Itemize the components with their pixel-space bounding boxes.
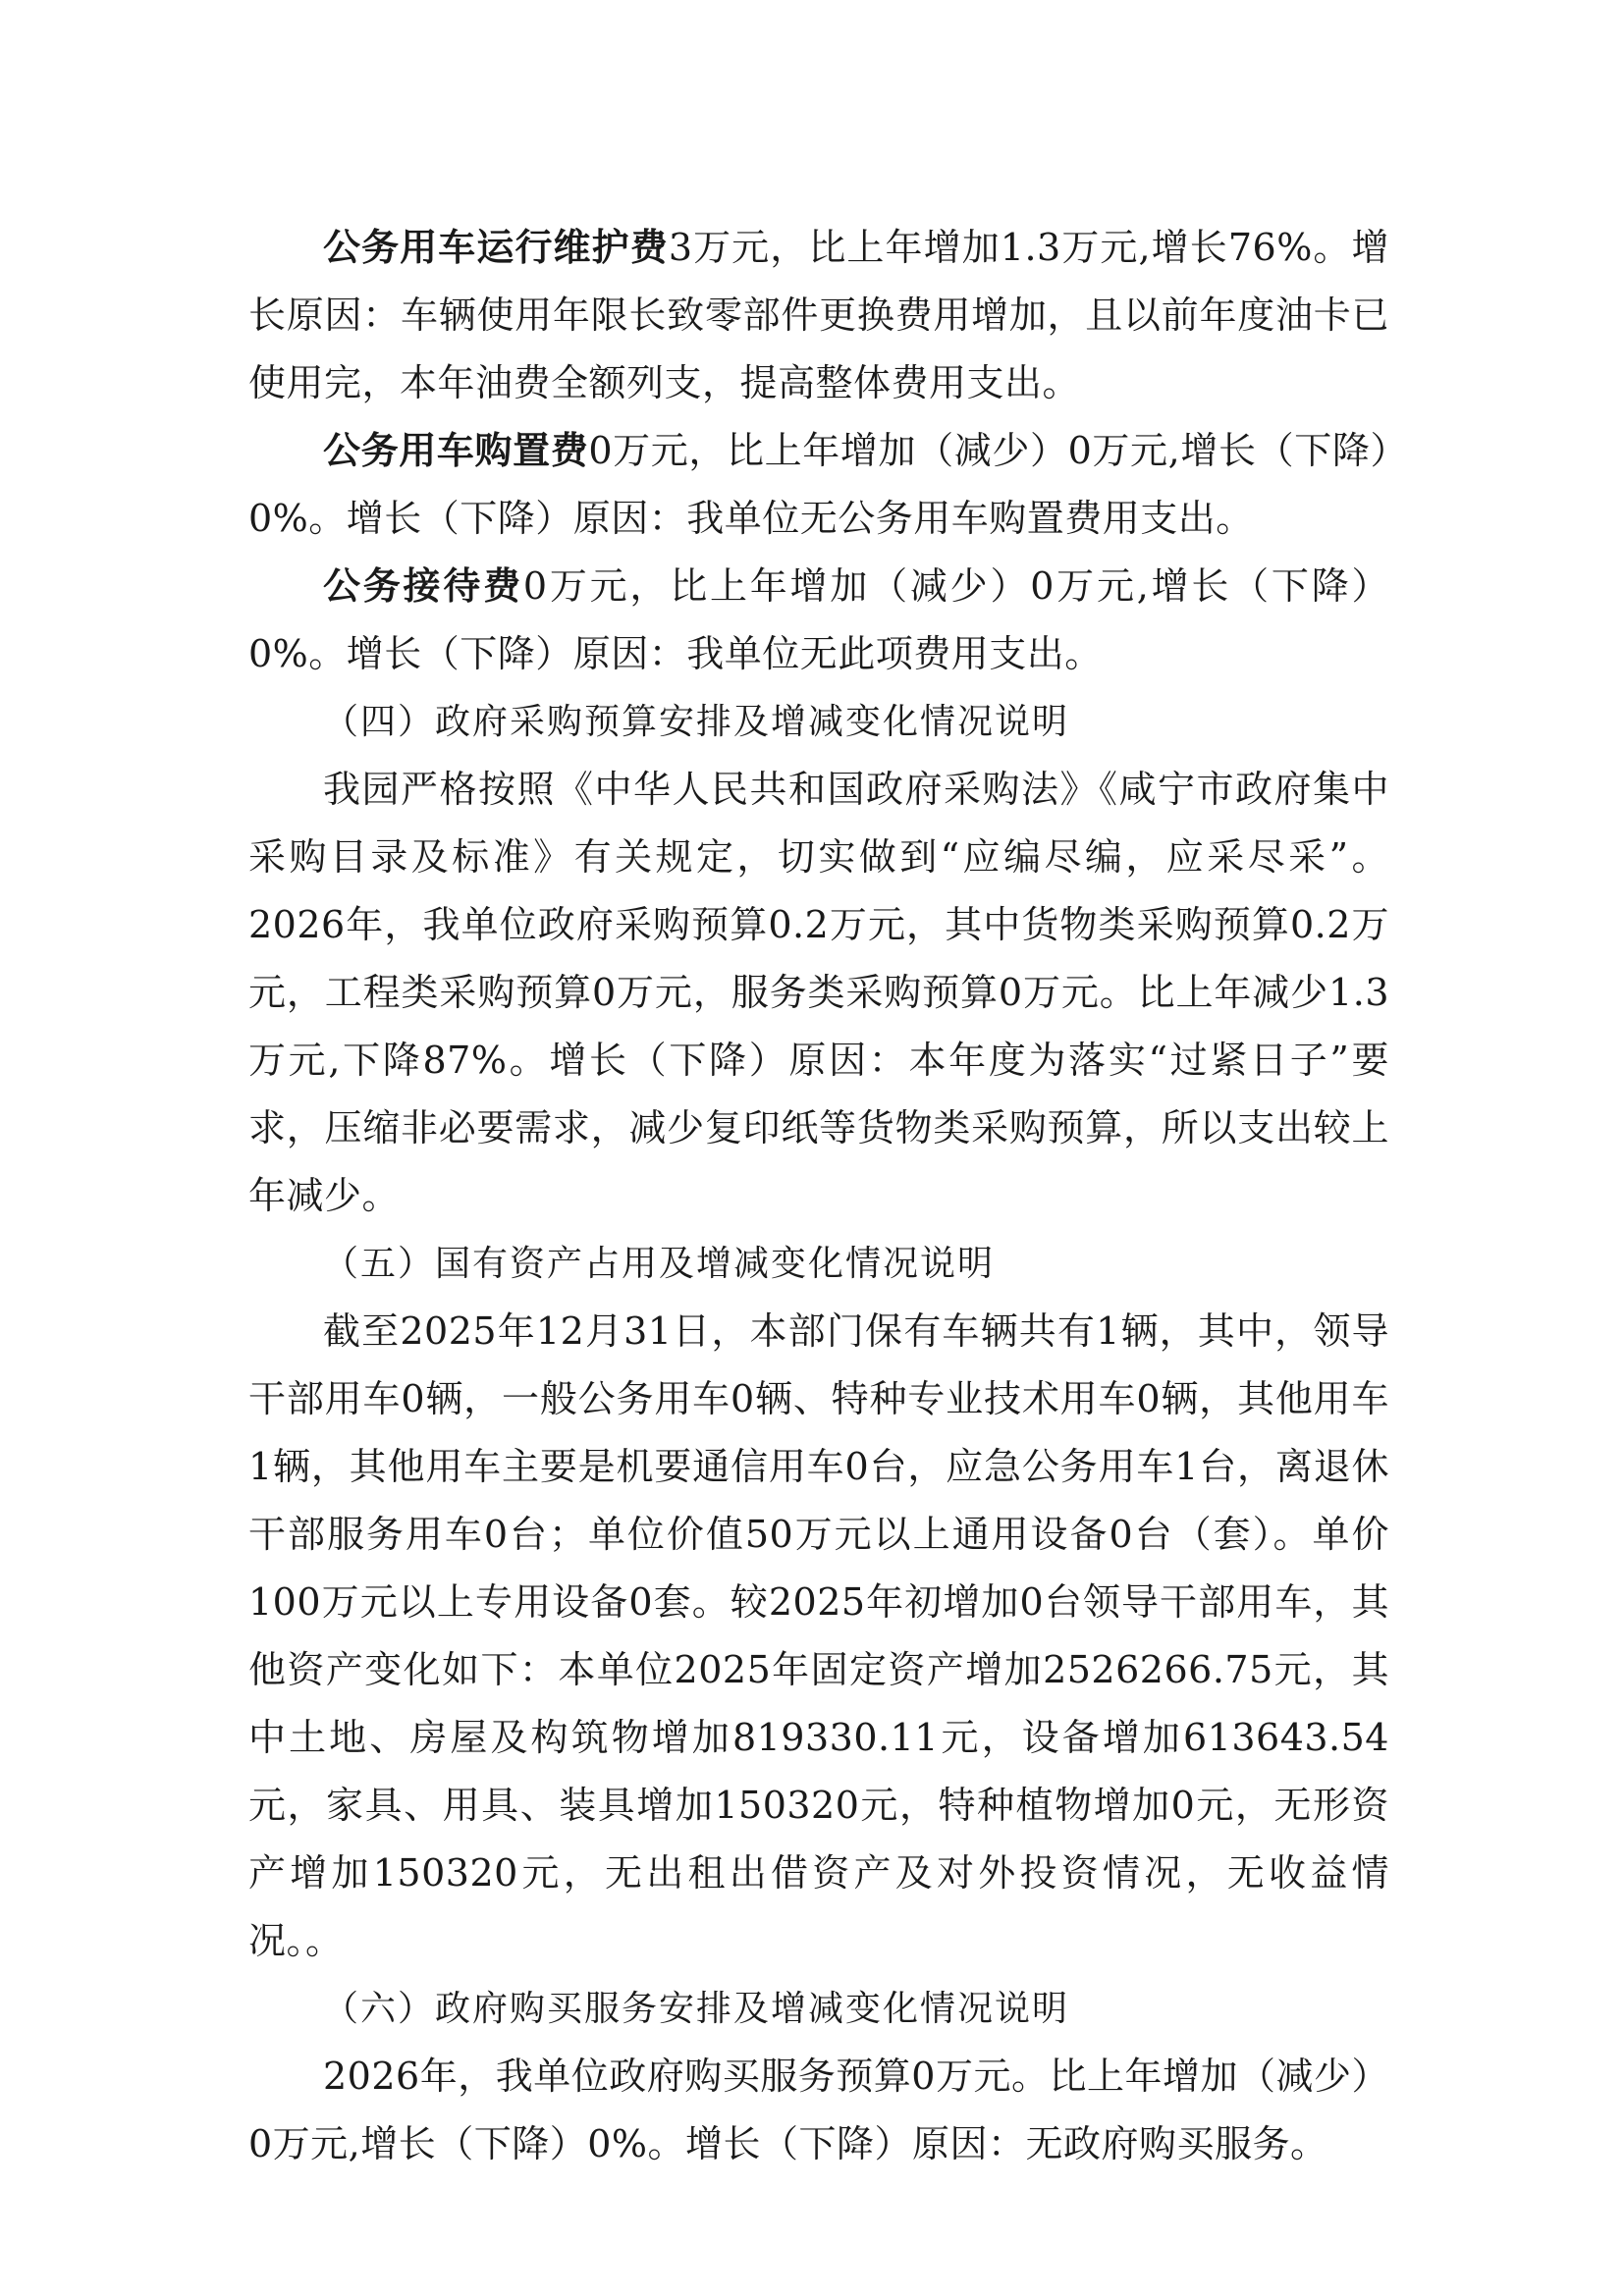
paragraph-text: 0万元，比上年增加（减少）0万元,增长（下降）0%。增长（下降）原因：我单位无公务用车购置费用支出。 xyxy=(248,429,1389,540)
section-heading-procurement: （四）政府采购预算安排及增减变化情况说明 xyxy=(323,702,1070,742)
paragraph-lead: 公务接待费 xyxy=(323,564,523,608)
section-body-services: 2026年，我单位政府购买服务预算0万元。比上年增加（减少）0万元,增长（下降）0%。增长（下降）原因：无政府购买服务。 xyxy=(248,2055,1389,2165)
paragraph-text: 3万元，比上年增加1.3万元,增长76%。增长原因：车辆使用年限长致零部件更换费用增加，且以前年度油卡已使用完，本年油费全额列支，提高整体费用支出。 xyxy=(248,226,1389,404)
section-heading-services: （六）政府购买服务安排及增减变化情况说明 xyxy=(323,1989,1070,2029)
paragraph-vehicle-purchase xyxy=(248,417,1389,553)
section-body-assets: 截至2025年12月31日，本部门保有车辆共有1辆，其中，领导干部用车0辆，一般公务用车0辆、特种专业技术用车0辆，其他用车1辆，其他用车主要是机要通信用车0台，应急公务用车1台，离退休干部服务用车0台；单位价值50万元以上通用设备0台（套）。单价100万元以上专用设备0套。较2025年初增加0台领导干部用车，其他资产变化如下：本单位2025年固定资产增加2526266.75元，其中土地、房屋及构筑物增加819330.11元，设备增加613643.54元，家具、用具、装具增加150320元，特种植物增加0元，无形资产增加150320元，无出租出借资产及对外投资情况，无收益情况。。 xyxy=(248,1309,1389,1962)
document-page xyxy=(248,214,1389,2178)
paragraph-lead: 公务用车运行维护费 xyxy=(323,226,669,269)
paragraph-text: 0万元，比上年增加（减少）0万元,增长（下降）0%。增长（下降）原因：我单位无此项费用支出。 xyxy=(248,564,1389,675)
paragraph-vehicle-maintenance xyxy=(248,214,1389,417)
paragraph-lead: 公务用车购置费 xyxy=(323,429,589,472)
section-body-procurement: 我园严格按照《中华人民共和国政府采购法》《咸宁市政府集中采购目录及标准》有关规定，切实做到“应编尽编，应采尽采”。2026年，我单位政府采购预算0.2万元，其中货物类采购预算0.2万元，工程类采购预算0万元，服务类采购预算0万元。比上年减少1.3万元,下降87%。增长（下降）原因：本年度为落实“过紧日子”要求，压缩非必要需求，减少复印纸等货物类采购预算，所以支出较上年减少。 xyxy=(248,768,1389,1217)
paragraph-reception xyxy=(248,553,1389,688)
section-heading-assets: （五）国有资产占用及增减变化情况说明 xyxy=(323,1244,996,1284)
